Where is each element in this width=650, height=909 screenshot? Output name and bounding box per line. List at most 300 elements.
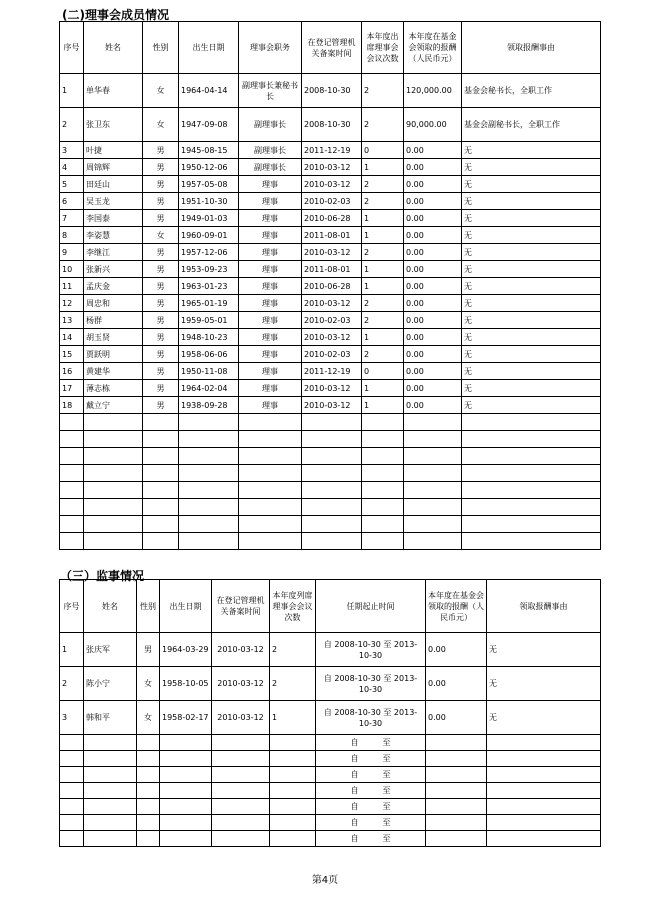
table-cell: 2 [60,667,84,701]
table-cell: 2 [362,74,404,108]
table-cell: 男 [143,312,179,329]
blank-cell [179,414,239,431]
term-cell: 自 至 [316,815,426,831]
blank-row [60,783,601,799]
blank-cell [212,815,270,831]
table-cell: 副理事长 [239,142,302,159]
blank-cell [212,751,270,767]
term-cell: 自 至 [316,735,426,751]
table-cell: 1957-05-08 [179,176,239,193]
blank-cell [462,533,601,550]
table-cell: 2 [362,176,404,193]
table-cell: 理事 [239,193,302,210]
table-cell: 2 [362,346,404,363]
blank-cell [462,448,601,465]
header-cell: 姓名 [84,22,143,74]
blank-cell [426,735,487,751]
blank-cell [362,431,404,448]
blank-cell [212,799,270,815]
table-cell: 0.00 [404,397,462,414]
table-cell: 0.00 [426,701,487,735]
blank-cell [302,465,362,482]
blank-cell [143,499,179,516]
table-cell: 无 [462,142,601,159]
blank-cell [239,465,302,482]
blank-cell [362,448,404,465]
blank-cell [84,499,143,516]
blank-cell [404,482,462,499]
table-cell: 0.00 [404,142,462,159]
blank-cell [487,767,601,783]
blank-cell [212,767,270,783]
table-cell: 3 [60,142,84,159]
table-cell: 15 [60,346,84,363]
blank-cell [270,767,316,783]
table-cell: 副理事长 [239,108,302,142]
table-cell: 1958-10-05 [160,667,212,701]
table-cell: 无 [462,346,601,363]
term-cell: 自 至 [316,831,426,847]
table-cell: 7 [60,210,84,227]
blank-cell [179,533,239,550]
header-cell: 姓名 [84,580,137,633]
table-cell: 无 [462,363,601,380]
blank-cell [60,499,84,516]
table-cell: 男 [143,397,179,414]
table-cell: 0.00 [404,210,462,227]
table-cell: 理事 [239,261,302,278]
table-cell: 2010-03-12 [302,329,362,346]
blank-cell [137,751,160,767]
table-cell: 2010-06-28 [302,210,362,227]
table-row [60,142,601,159]
blank-cell [84,799,137,815]
blank-cell [160,831,212,847]
blank-cell [487,799,601,815]
table-cell: 李继江 [84,244,143,261]
blank-cell [239,448,302,465]
table-cell: 2011-12-19 [302,142,362,159]
table-cell: 1 [362,261,404,278]
table-cell: 1959-05-01 [179,312,239,329]
blank-cell [270,815,316,831]
header-cell: 本年度列席理事会会议次数 [270,580,316,633]
table-cell: 单华春 [84,74,143,108]
table-row [60,633,601,667]
table-cell: 男 [143,261,179,278]
table-cell: 1 [362,227,404,244]
header-cell: 本年度在基金会领取的报酬（人民币元） [426,580,487,633]
table-cell: 女 [143,108,179,142]
blank-row [60,516,601,533]
table-cell: 1 [362,210,404,227]
table-cell: 1949-01-03 [179,210,239,227]
table-cell: 3 [60,701,84,735]
table-cell: 1950-11-08 [179,363,239,380]
table-cell: 14 [60,329,84,346]
supervisors-section-title: （三）监事情况 [60,569,145,583]
blank-cell [404,414,462,431]
blank-cell [462,431,601,448]
header-cell: 领取报酬事由 [462,22,601,74]
blank-cell [462,465,601,482]
table-cell: 1945-08-15 [179,142,239,159]
table-cell: 2010-06-28 [302,278,362,295]
blank-cell [160,799,212,815]
table-cell: 2011-08-01 [302,227,362,244]
header-cell: 性别 [137,580,160,633]
table-cell: 无 [487,633,601,667]
blank-cell [239,499,302,516]
blank-cell [179,482,239,499]
table-cell: 张卫东 [84,108,143,142]
table-cell: 孟庆金 [84,278,143,295]
blank-cell [462,482,601,499]
table-cell: 10 [60,261,84,278]
blank-cell [60,767,84,783]
table-cell: 2010-03-12 [212,633,270,667]
blank-cell [212,735,270,751]
blank-cell [60,482,84,499]
blank-cell [143,465,179,482]
table-cell: 女 [137,667,160,701]
table-cell: 1 [362,397,404,414]
table-cell: 0.00 [404,244,462,261]
table-cell: 1 [270,701,316,735]
table-cell: 无 [487,667,601,701]
blank-row [60,751,601,767]
table-row [60,363,601,380]
blank-cell [137,767,160,783]
table-cell: 戴立宁 [84,397,143,414]
page-number: 第4页 [311,875,339,886]
blank-cell [362,465,404,482]
header-cell: 出生日期 [160,580,212,633]
table-cell: 0.00 [404,363,462,380]
blank-cell [362,414,404,431]
blank-cell [160,735,212,751]
table-cell: 无 [462,227,601,244]
table-cell: 田廷山 [84,176,143,193]
table-cell: 2010-03-12 [302,397,362,414]
table-cell: 男 [143,363,179,380]
table-cell: 黄建华 [84,363,143,380]
table-row [60,210,601,227]
table-cell: 0.00 [404,380,462,397]
blank-cell [239,482,302,499]
blank-cell [426,815,487,831]
table-cell: 理事 [239,363,302,380]
table-row [60,261,601,278]
blank-row [60,799,601,815]
blank-cell [160,767,212,783]
blank-cell [426,751,487,767]
table-cell: 周锦辉 [84,159,143,176]
table-cell: 11 [60,278,84,295]
table-cell: 理事 [239,312,302,329]
table-cell: 陈小宁 [84,667,137,701]
table-cell: 1964-03-29 [160,633,212,667]
table-row [60,701,601,735]
table-cell: 2 [60,108,84,142]
table-cell: 2010-02-03 [302,312,362,329]
term-cell: 自 至 [316,751,426,767]
blank-cell [270,783,316,799]
table-cell: 0.00 [404,159,462,176]
table-cell: 张新兴 [84,261,143,278]
board-header-row [60,22,601,74]
table-cell: 男 [143,346,179,363]
table-cell: 120,000.00 [404,74,462,108]
supervisors-header-row [60,580,601,633]
blank-cell [60,516,84,533]
table-cell: 2010-03-12 [302,380,362,397]
blank-cell [60,751,84,767]
blank-cell [60,735,84,751]
blank-cell [137,831,160,847]
table-cell: 0.00 [404,176,462,193]
table-row [60,278,601,295]
blank-cell [487,815,601,831]
blank-cell [60,431,84,448]
blank-row [60,431,601,448]
header-cell: 序号 [60,580,84,633]
table-row [60,227,601,244]
table-cell: 无 [462,244,601,261]
blank-row [60,482,601,499]
blank-cell [60,799,84,815]
table-cell: 1965-01-19 [179,295,239,312]
table-cell: 1963-01-23 [179,278,239,295]
table-cell: 4 [60,159,84,176]
board-members-table [59,21,601,550]
table-cell: 2010-03-12 [302,176,362,193]
blank-cell [302,516,362,533]
table-cell: 李国泰 [84,210,143,227]
table-cell: 1947-09-08 [179,108,239,142]
table-cell: 理事 [239,244,302,261]
blank-cell [239,516,302,533]
blank-cell [487,751,601,767]
blank-cell [270,735,316,751]
table-cell: 男 [143,193,179,210]
blank-cell [84,815,137,831]
blank-cell [239,431,302,448]
header-cell: 本年度在基金会领取的报酬（人民币元） [404,22,462,74]
table-cell: 张庆军 [84,633,137,667]
table-cell: 0.00 [404,193,462,210]
table-cell: 韩和平 [84,701,137,735]
table-cell: 无 [462,159,601,176]
blank-cell [84,431,143,448]
table-cell: 男 [143,380,179,397]
blank-cell [404,499,462,516]
table-row [60,159,601,176]
term-cell: 自 至 [316,783,426,799]
blank-cell [302,431,362,448]
blank-cell [60,831,84,847]
blank-cell [270,751,316,767]
header-cell: 领取报酬事由 [487,580,601,633]
blank-cell [84,735,137,751]
blank-cell [302,448,362,465]
blank-cell [84,465,143,482]
blank-cell [60,465,84,482]
table-cell: 女 [143,227,179,244]
blank-cell [84,783,137,799]
blank-cell [160,815,212,831]
table-cell: 2011-08-01 [302,261,362,278]
blank-cell [302,533,362,550]
table-cell: 2 [362,244,404,261]
header-cell: 序号 [60,22,84,74]
blank-cell [179,448,239,465]
header-cell: 性别 [143,22,179,74]
blank-cell [143,482,179,499]
table-row [60,397,601,414]
table-cell: 女 [137,701,160,735]
table-cell: 理事 [239,380,302,397]
table-cell: 2010-02-03 [302,346,362,363]
table-row [60,193,601,210]
table-cell: 1958-02-17 [160,701,212,735]
blank-row [60,533,601,550]
table-cell: 2011-12-19 [302,363,362,380]
blank-row [60,815,601,831]
blank-cell [239,414,302,431]
table-cell: 1957-12-06 [179,244,239,261]
blank-cell [426,799,487,815]
table-cell: 1953-09-23 [179,261,239,278]
table-cell: 2010-03-12 [212,701,270,735]
table-cell: 9 [60,244,84,261]
table-cell: 贾跃明 [84,346,143,363]
table-row [60,667,601,701]
table-cell: 男 [137,633,160,667]
blank-cell [143,431,179,448]
blank-cell [487,735,601,751]
header-cell: 在登记管理机关备案时间 [302,22,362,74]
blank-cell [179,431,239,448]
blank-cell [137,815,160,831]
table-cell: 女 [143,74,179,108]
table-cell: 90,000.00 [404,108,462,142]
blank-cell [137,735,160,751]
table-cell: 1938-09-28 [179,397,239,414]
blank-cell [137,799,160,815]
table-cell: 2 [362,312,404,329]
table-cell: 0.00 [404,346,462,363]
blank-row [60,767,601,783]
table-cell: 男 [143,329,179,346]
table-cell: 理事 [239,295,302,312]
blank-cell [137,783,160,799]
table-row [60,108,601,142]
table-cell: 13 [60,312,84,329]
table-cell: 男 [143,278,179,295]
table-cell: 吴玉龙 [84,193,143,210]
board-section-title: (二)理事会成员情况 [62,8,169,22]
blank-cell [84,767,137,783]
blank-cell [404,516,462,533]
table-cell: 0.00 [426,667,487,701]
table-cell: 无 [462,261,601,278]
table-row [60,380,601,397]
blank-cell [84,516,143,533]
table-cell: 1 [362,278,404,295]
table-cell: 2 [270,667,316,701]
term-cell: 自 至 [316,799,426,815]
table-row [60,346,601,363]
blank-cell [462,414,601,431]
blank-cell [60,533,84,550]
table-cell: 理事 [239,346,302,363]
blank-cell [212,831,270,847]
table-cell: 无 [487,701,601,735]
table-cell: 0.00 [404,227,462,244]
table-cell: 2010-03-12 [302,159,362,176]
blank-cell [84,831,137,847]
table-cell: 1 [362,159,404,176]
header-cell: 出生日期 [179,22,239,74]
table-cell: 理事 [239,210,302,227]
blank-cell [302,499,362,516]
table-row [60,329,601,346]
table-cell: 副理事长兼秘书长 [239,74,302,108]
table-row [60,176,601,193]
table-cell: 理事 [239,278,302,295]
table-cell: 1 [60,633,84,667]
header-cell: 理事会职务 [239,22,302,74]
table-cell: 理事 [239,176,302,193]
table-cell: 1 [60,74,84,108]
blank-cell [60,448,84,465]
blank-cell [143,448,179,465]
blank-cell [404,448,462,465]
table-cell: 无 [462,329,601,346]
blank-cell [302,414,362,431]
blank-cell [487,783,601,799]
blank-cell [179,516,239,533]
table-cell: 自 2008-10-30 至 2013-10-30 [316,633,426,667]
table-cell: 1 [362,380,404,397]
table-cell: 2010-02-03 [302,193,362,210]
blank-cell [160,783,212,799]
blank-cell [426,783,487,799]
blank-cell [404,465,462,482]
table-cell: 2 [362,108,404,142]
table-cell: 2 [270,633,316,667]
blank-cell [143,516,179,533]
blank-row [60,414,601,431]
table-cell: 0.00 [404,329,462,346]
table-cell: 1964-02-04 [179,380,239,397]
table-cell: 无 [462,176,601,193]
table-cell: 2010-03-12 [302,295,362,312]
table-cell: 0.00 [404,261,462,278]
table-cell: 无 [462,193,601,210]
supervisors-table [59,579,601,847]
table-row [60,74,601,108]
table-cell: 0.00 [426,633,487,667]
table-cell: 5 [60,176,84,193]
blank-cell [404,431,462,448]
blank-cell [270,799,316,815]
blank-cell [60,815,84,831]
table-cell: 2008-10-30 [302,108,362,142]
blank-cell [362,533,404,550]
table-cell: 2 [362,295,404,312]
